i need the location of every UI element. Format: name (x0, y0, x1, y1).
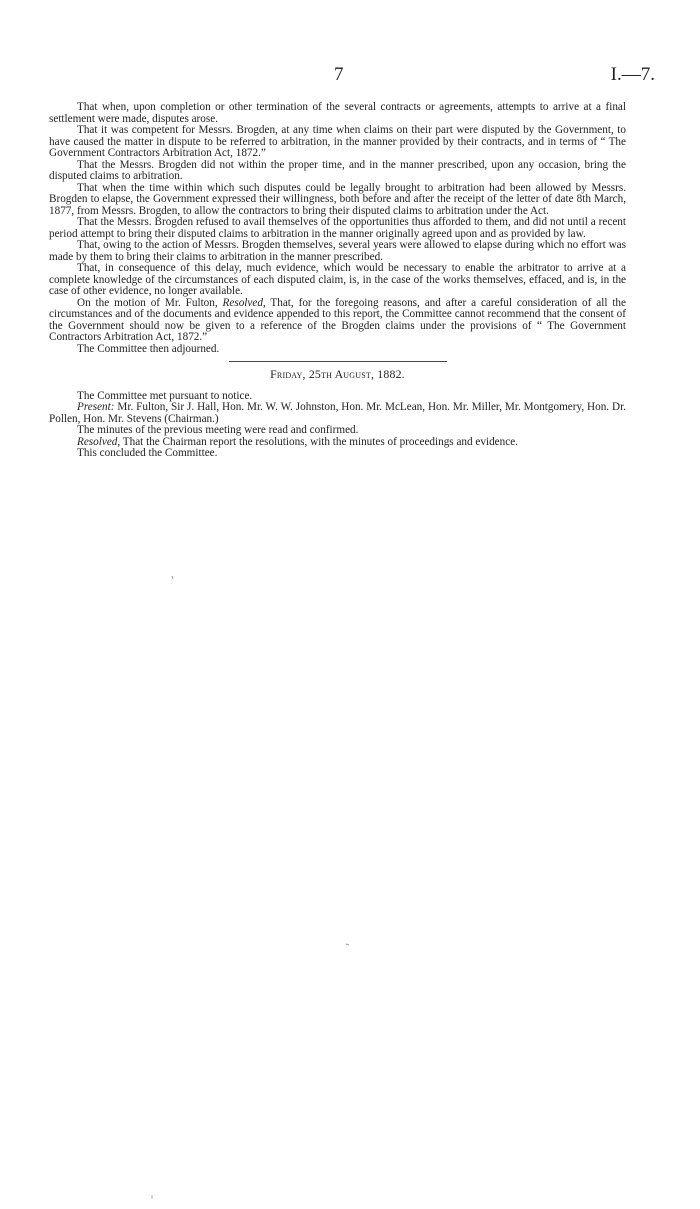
page-reference: I.—7. (610, 64, 655, 85)
paragraph-evidence-effaced: That, in consequence of this delay, much evidence, which would be necessary to enable the arbitrator to arrive at a complete knowledge of the circumstances of each disputed claim, is, in the case of the works themselves, effaced, and is, in the case of other evidence, no longer available. (49, 262, 626, 297)
scan-speck (172, 576, 173, 579)
paragraph-adjourned: The Committee then adjourned. (77, 342, 220, 355)
present-label: Present: (77, 401, 115, 413)
motion-resolved-label: Resolved, (222, 296, 266, 309)
paragraph-government-willingness: That when the time within which such disputes could be legally brought to arbitration had been allowed by Messrs. Brogden to elapse, the Government expressed their willingness, both before and after the receipt of the letter of date 8th March, 1877, from Messrs. Brogden, to allow the contractors to bring their disputed claims to arbitration under the Act. (49, 181, 626, 217)
date-heading-text: Friday, 25th August, 1882. (270, 367, 405, 381)
paragraph-disputes-arose: That when, upon completion or other termination of the several contracts or agreements, attempts to arrive at a final settlement were made, disputes arose. (49, 101, 626, 125)
resolved-text: That the Chairman report the resolutions, with the minutes of proceedings and evidence. (120, 435, 518, 448)
paragraph-refused-opportunities: That the Messrs. Brogden refused to avail themselves of the opportunities thus afforded to them, and did not until a recent period attempt to bring their disputed claims to arbitration in the manner originally agreed upon and as provided by law. (49, 216, 626, 240)
scan-speck (346, 944, 349, 945)
motion-intro: On the motion of Mr. Fulton, (77, 296, 223, 309)
page-number: 7 (334, 64, 344, 85)
paragraph-competent-to-arbitrate: That it was competent for Messrs. Brogden, at any time when claims on their part were disputed by the Government, to have caused the matter in dispute to be referred to arbitration, in the manner provided by their contracts, and in terms of “ The Government Contractors Arbitration Act, 1872.” (49, 124, 626, 159)
present-list: Mr. Fulton, Sir J. Hall, Hon. Mr. W. W. Johnston, Hon. Mr. McLean, Hon. Mr. Miller, Mr. Montgomery, Hon. Dr. Pollen, Hon. Mr. Stevens (Chairman.) (49, 401, 626, 425)
motion-text: That, for the foregoing reasons, and after a careful consideration of all the circumstances and of the documents and evidence appended to this report, the Committee cannot recommend that the consent of the Government should now be given to a reference of the Brogden claims under the provisions of “ The Government Contractors Arbitration Act, 1872.” (49, 296, 626, 343)
paragraph-did-not-bring-claims: That the Messrs. Brogden did not within the proper time, and in the manner prescribed, upon any occasion, bring the disputed claims to arbitration. (49, 158, 626, 182)
paragraph-years-elapsed: That, owing to the action of Messrs. Brogden themselves, several years were allowed to elapse during which no effort was made by them to bring their claims to arbitration in the manner prescribed. (49, 239, 626, 263)
paragraph-minutes-confirmed: The minutes of the previous meeting were read and confirmed. (77, 424, 359, 436)
paragraph-committee-met: The Committee met pursuant to notice. (77, 389, 253, 402)
resolved-label: Resolved, (77, 435, 121, 448)
paragraph-concluded: This concluded the Committee. (77, 447, 218, 459)
